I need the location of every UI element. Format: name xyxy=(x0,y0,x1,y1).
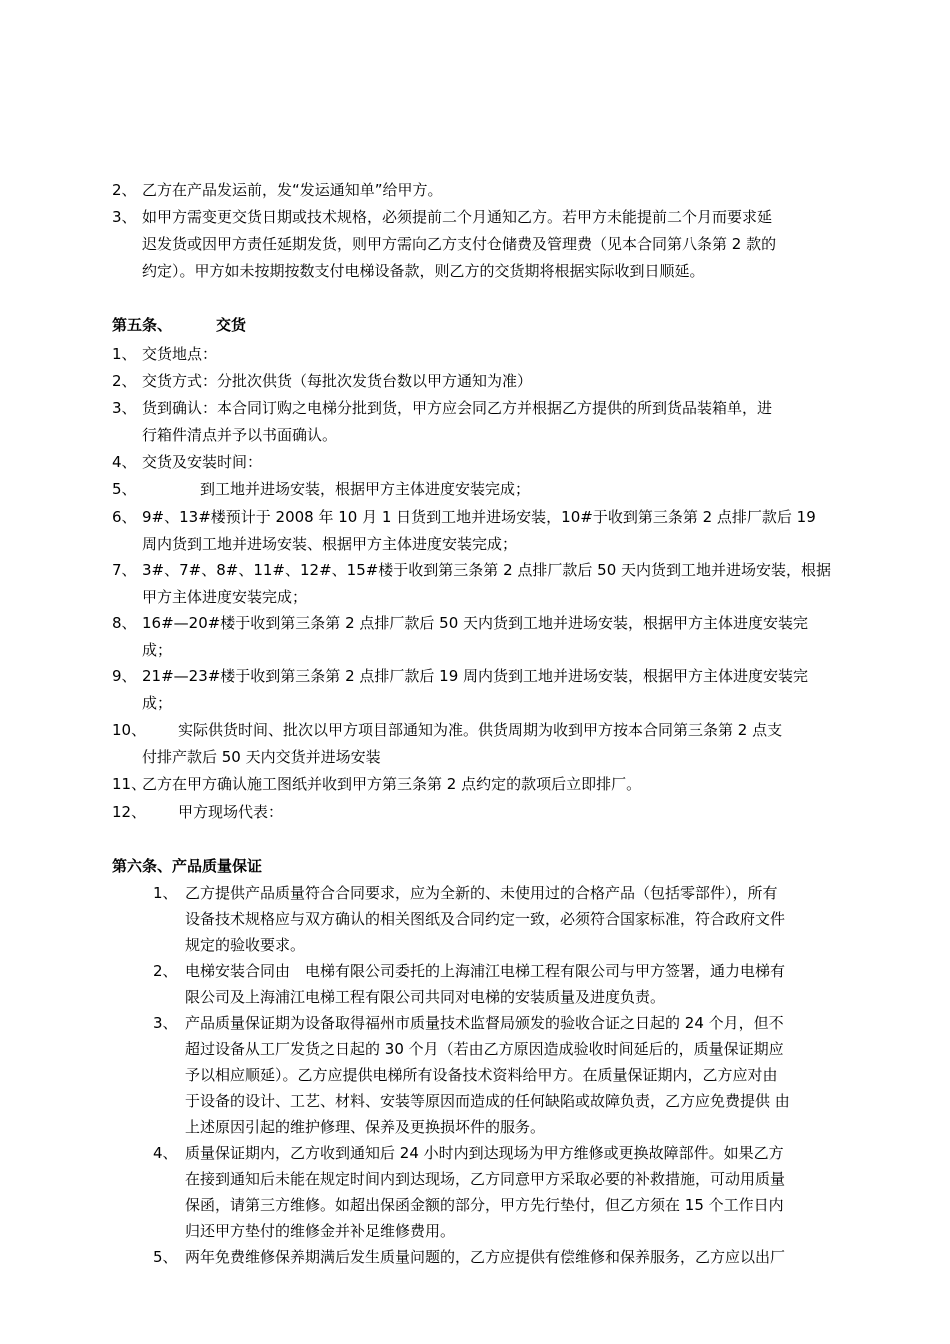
list-item-text: 周内货到工地并进场安装、根据甲方主体进度安装完成； xyxy=(142,535,518,553)
list-item-text: 约定）。甲方如未按期按数支付电梯设备款，则乙方的交货期将根据实际收到日顺延。 xyxy=(142,262,705,280)
list-item-text: 迟发货或因甲方责任延期发货，则甲方需向乙方支付仓储费及管理费（见本合同第八条第 2 款的 xyxy=(142,235,777,253)
list-item-number: 3、 xyxy=(112,399,137,417)
list-item-text: 乙方提供产品质量符合合同要求，应为全新的、未使用过的合格产品（包括零部件），所有 xyxy=(185,884,778,902)
list-item-text: 行箱件清点并予以书面确认。 xyxy=(142,426,338,444)
list-item-number: 2、 xyxy=(153,962,178,980)
list-item-text: 成； xyxy=(142,694,173,712)
list-item-text: 16#—20#楼于收到第三条第 2 点排厂款后 50 天内货到工地并进场安装，根据甲方主体进度安装完 xyxy=(142,614,809,632)
list-item-text: 电梯安装合同由 电梯有限公司委托的上海浦江电梯工程有限公司与甲方签署，通力电梯有 xyxy=(185,962,786,980)
section5-heading-label: 第五条、 xyxy=(112,316,173,334)
list-item-number: 3、 xyxy=(153,1014,178,1032)
list-item-text: 成； xyxy=(142,641,173,659)
list-item-text: 如甲方需变更交货日期或技术规格，必须提前二个月通知乙方。若甲方未能提前二个月而要求延 xyxy=(142,208,773,226)
list-item-number: 9、 xyxy=(112,667,137,685)
section6-heading: 第六条、产品质量保证 xyxy=(112,857,263,875)
list-item-number: 10、 xyxy=(112,721,147,739)
list-item-number: 7、 xyxy=(112,561,137,579)
list-item-text: 设备技术规格应与双方确认的相关图纸及合同约定一致，必须符合国家标准，符合政府文件 xyxy=(185,910,786,928)
list-item-text: 到工地并进场安装，根据甲方主体进度安装完成； xyxy=(200,480,531,498)
list-item-number: 1、 xyxy=(112,345,137,363)
list-item-text: 交货地点： xyxy=(142,345,218,363)
list-item-text: 质量保证期内，乙方收到通知后 24 小时内到达现场为甲方维修或更换故障部件。如果乙方 xyxy=(185,1144,784,1162)
list-item-text: 9#、13#楼预计于 2008 年 10 月 1 日货到工地并进场安装，10#于收到第三条第 2 点排厂款后 19 xyxy=(142,508,816,526)
list-item-text: 产品质量保证期为设备取得福州市质量技术监督局颁发的验收合证之日起的 24 个月，但不 xyxy=(185,1014,784,1032)
list-item-text: 甲方现场代表： xyxy=(178,803,284,821)
list-item-number: 3、 xyxy=(112,208,137,226)
list-item-text: 上述原因引起的维护修理、保养及更换损坏件的服务。 xyxy=(185,1118,546,1136)
list-item-text: 限公司及上海浦江电梯工程有限公司共同对电梯的安装质量及进度负责。 xyxy=(185,988,666,1006)
list-item-text: 交货及安装时间： xyxy=(142,453,263,471)
list-item-number: 4、 xyxy=(112,453,137,471)
list-item-number: 1、 xyxy=(153,884,178,902)
list-item-text: 3#、7#、8#、11#、12#、15#楼于收到第三条第 2 点排厂款后 50 天内货到工地并进场安装，根据 xyxy=(142,561,832,579)
list-item-text: 甲方主体进度安装完成； xyxy=(142,588,308,606)
list-item-text: 超过设备从工厂发货之日起的 30 个月（若由乙方原因造成验收时间延后的，质量保证期应 xyxy=(185,1040,784,1058)
section5-heading-title: 交货 xyxy=(216,316,247,334)
list-item-text: 归还甲方垫付的维修金并补足维修费用。 xyxy=(185,1222,456,1240)
list-item-text: 在接到通知后未能在规定时间内到达现场，乙方同意甲方采取必要的补救措施，可动用质量 xyxy=(185,1170,786,1188)
list-item-number: 6、 xyxy=(112,508,137,526)
list-item-text: 予以相应顺延）。乙方应提供电梯所有设备技术资料给甲方。在质量保证期内，乙方应对由 xyxy=(185,1066,778,1084)
list-item-text: 货到确认：本合同订购之电梯分批到货，甲方应会同乙方并根据乙方提供的所到货品装箱单，进 xyxy=(142,399,773,417)
list-item-text: 两年免费维修保养期满后发生质量问题的，乙方应提供有偿维修和保养服务，乙方应以出厂 xyxy=(185,1248,786,1266)
list-item-text: 保函，请第三方维修。如超出保函金额的部分，甲方先行垫付，但乙方须在 15 个工作日内 xyxy=(185,1196,784,1214)
list-item-number: 12、 xyxy=(112,803,147,821)
list-item-text: 乙方在产品发运前，发“发运通知单”给甲方。 xyxy=(142,181,443,199)
list-item-number: 11、 xyxy=(112,775,147,793)
list-item-number: 5、 xyxy=(153,1248,178,1266)
list-item-number: 5、 xyxy=(112,480,137,498)
list-item-text: 付排产款后 50 天内交货并进场安装 xyxy=(142,748,381,766)
list-item-text: 乙方在甲方确认施工图纸并收到甲方第三条第 2 点约定的款项后立即排厂。 xyxy=(142,775,642,793)
list-item-text: 于设备的设计、工艺、材料、安装等原因而造成的任何缺陷或故障负责，乙方应免费提供 由 xyxy=(185,1092,790,1110)
list-item-number: 2、 xyxy=(112,372,137,390)
list-item-number: 8、 xyxy=(112,614,137,632)
list-item-text: 规定的验收要求。 xyxy=(185,936,306,954)
list-item-text: 实际供货时间、批次以甲方项目部通知为准。供货周期为收到甲方按本合同第三条第 2 点支 xyxy=(178,721,783,739)
list-item-number: 4、 xyxy=(153,1144,178,1162)
list-item-number: 2、 xyxy=(112,181,137,199)
list-item-text: 交货方式：分批次供货（每批次发货台数以甲方通知为准） xyxy=(142,372,533,390)
list-item-text: 21#—23#楼于收到第三条第 2 点排厂款后 19 周内货到工地并进场安装，根据甲方主体进度安装完 xyxy=(142,667,809,685)
